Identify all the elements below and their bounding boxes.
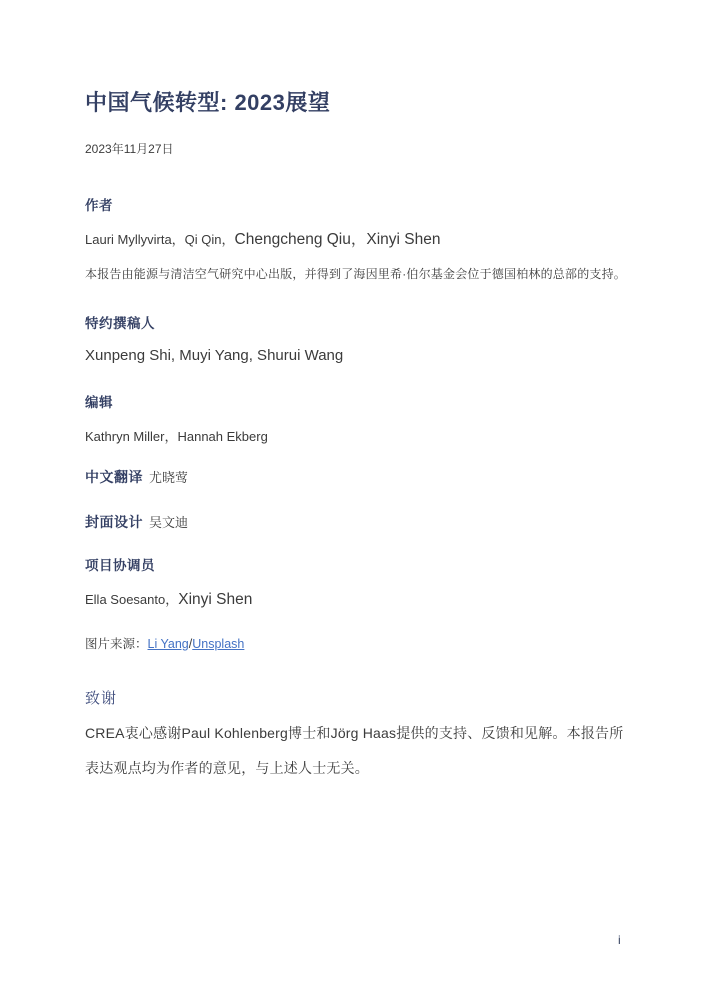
translation-row [85,467,188,487]
page-title: 中国气候转型: 2023展望 [85,90,331,115]
authors-names-first: Lauri Myllyvirta，Qi Qin， [85,232,235,247]
publication-date: 2023年11月27日 [85,142,174,156]
image-credit-link-photographer[interactable]: Li Yang [147,637,189,651]
translation-label: 中文翻译 [85,469,143,485]
cover-design-row [85,512,188,532]
image-credit-separator: / [188,637,193,651]
coordinators-names-second: Xinyi Shen [178,591,253,608]
acknowledgements-body: CREA衷心感谢Paul Kohlenberg博士和Jörg Haas提供的支持、反馈和见解。本报告所表达观点均为作者的意见，与上述人士无关。 [85,725,624,776]
acknowledgements-heading: 致谢 [85,690,118,707]
cover-design-label: 封面设计 [85,514,143,530]
page-number: i [618,933,621,947]
contributors-names: Xunpeng Shi, Muyi Yang, Shurui Wang [85,347,344,364]
editors-heading: 编辑 [85,395,113,410]
publisher-note: 本报告由能源与清洁空气研究中心出版，并得到了海因里希·伯尔基金会位于德国柏林的总部的支持。 [85,267,626,281]
image-credit-label: 图片来源： [85,637,148,651]
authors-names [85,227,440,249]
coordinators-names [85,589,252,609]
image-credit-link-unsplash[interactable]: Unsplash [192,637,245,651]
image-credit-row [85,634,244,652]
contributors-heading: 特约撰稿人 [85,316,155,331]
authors-heading: 作者 [85,198,113,213]
translation-name: 尤晓莺 [149,470,189,485]
cover-design-name: 吴文迪 [149,515,189,530]
coordinators-heading: 项目协调员 [85,558,155,573]
coordinators-names-first: Ella Soesanto， [85,592,179,607]
authors-names-second: Chengcheng Qiu，Xinyi Shen [234,231,441,248]
editors-names: Kathryn Miller，Hannah Ekberg [85,429,268,444]
